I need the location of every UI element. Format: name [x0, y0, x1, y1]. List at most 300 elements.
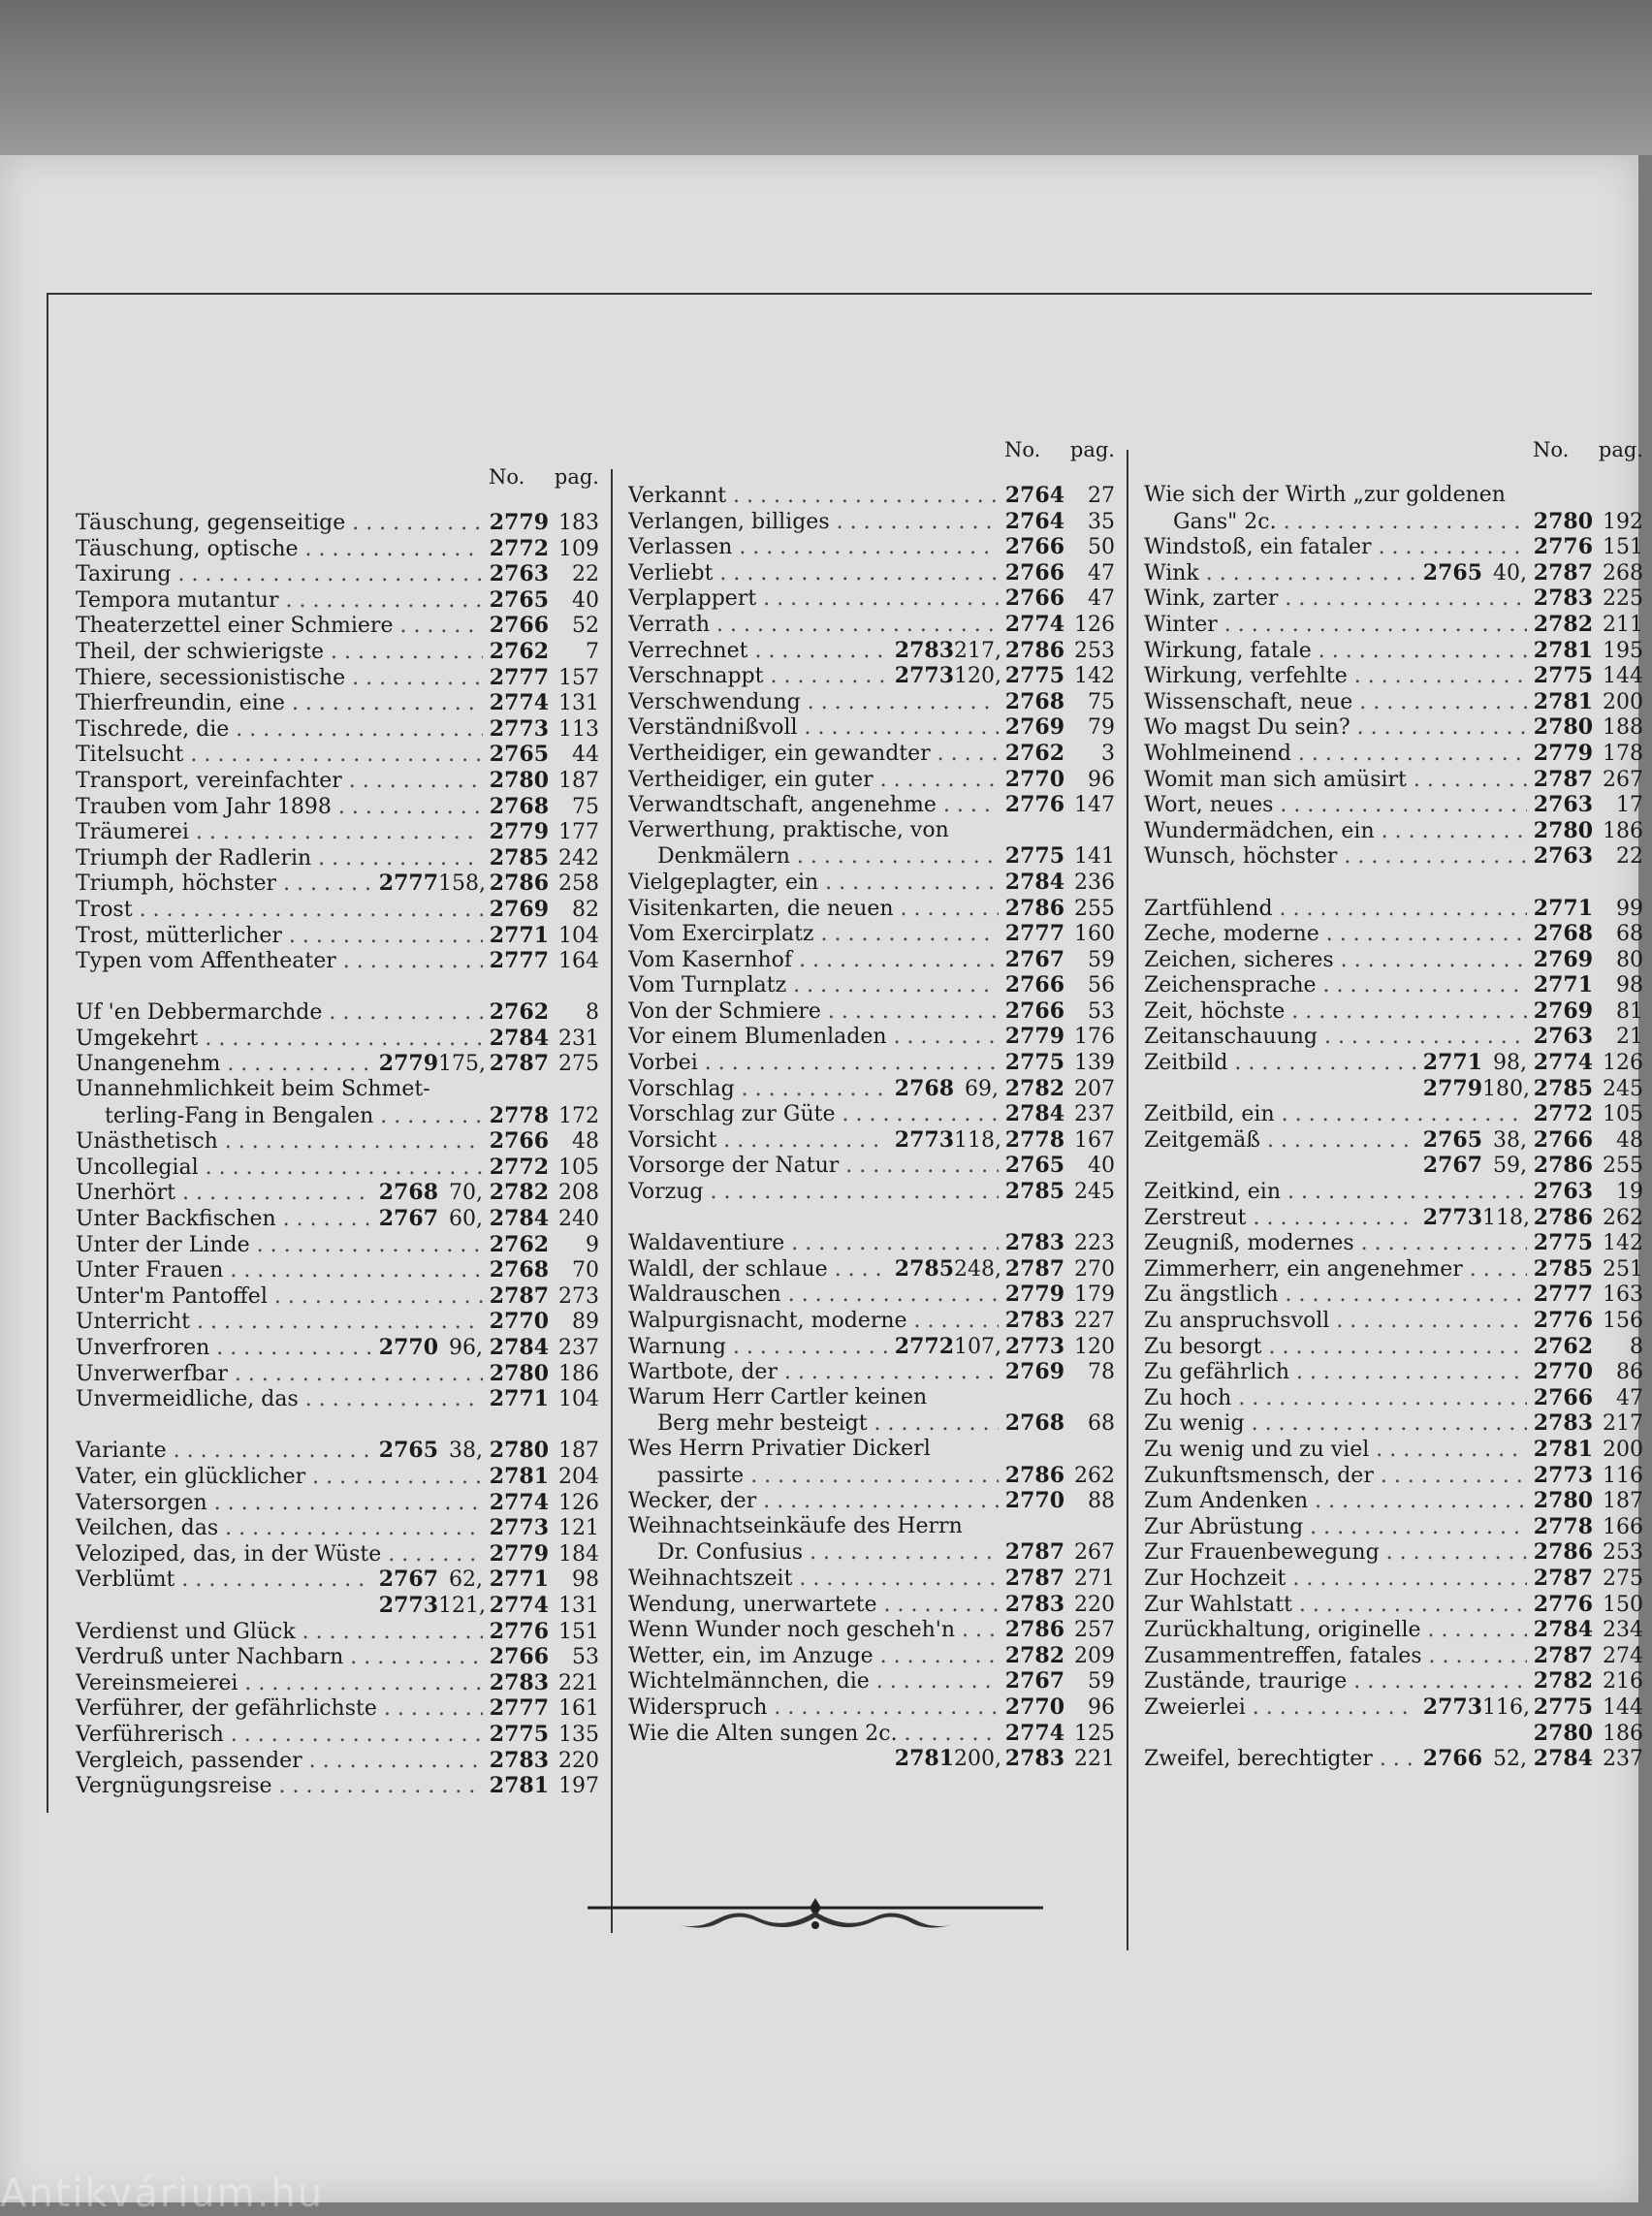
page-number: 192: [1603, 509, 1643, 534]
extra-issue-number: 2768: [894, 1075, 954, 1101]
issue-number: 2776: [1533, 1591, 1593, 1617]
index-column-2: [628, 438, 1115, 1956]
issue-number: 2766: [1004, 559, 1064, 586]
entry-title: Wissenschaft, neue . . .: [1144, 690, 1527, 716]
index-entry: [1144, 1539, 1643, 1566]
index-entry: [628, 741, 1115, 767]
entry-title: Winter . . .: [1144, 613, 1527, 639]
issue-number: 2783: [1533, 586, 1593, 612]
index-entry: [1144, 1694, 1643, 1721]
header-no: No.: [1533, 438, 1570, 461]
entry-title: Verblümt . . .: [76, 1567, 372, 1594]
page-number: 126: [1603, 1051, 1643, 1076]
index-entry: [1144, 896, 1643, 922]
page-number: 89: [572, 1310, 599, 1335]
issue-number: 2773: [1004, 1333, 1064, 1359]
issue-number: 2774: [489, 1489, 549, 1515]
issue-number: 2778: [489, 1102, 549, 1128]
issue-number: 2763: [1533, 1179, 1593, 1205]
index-entry: [628, 1179, 1115, 1205]
page-number: 126: [558, 1490, 599, 1515]
page-number: 9: [586, 1232, 599, 1257]
entry-title: Zeche, moderne . . .: [1144, 922, 1527, 948]
entry-title: Wink, zarter . . .: [1144, 586, 1527, 613]
entry-title: Vereinsmeierei . . .: [76, 1671, 483, 1697]
entry-title: Vorschlag zur Güte . . .: [628, 1102, 999, 1128]
header-pag: pag.: [1598, 438, 1643, 461]
entry-title: Walpurgisnacht, moderne . . .: [628, 1309, 999, 1335]
entry-title: Zu besorgt . . .: [1144, 1335, 1527, 1361]
extra-issue-number: 2765: [1422, 559, 1482, 586]
entry-title: Transport, vereinfachter . . .: [76, 769, 483, 795]
entry-title: terling-Fang in Bengalen . . .: [76, 1104, 483, 1130]
extra-page-number: 98,: [1493, 1051, 1527, 1076]
index-entry: [76, 845, 599, 871]
issue-number: 2769: [489, 896, 549, 922]
index-entry: [628, 1050, 1115, 1076]
entry-title: Zurückhaltung, originelle . . .: [1144, 1618, 1527, 1644]
index-entry: [76, 1748, 599, 1774]
entry-title: Unvermeidliche, das . . .: [76, 1387, 483, 1413]
entry-title: Zu wenig . . .: [1144, 1411, 1527, 1438]
issue-number: 2762: [489, 999, 549, 1026]
page-number: 255: [1074, 896, 1115, 921]
entry-title: Wecker, der . . .: [628, 1489, 999, 1515]
index-entry: [76, 923, 599, 949]
entry-title: Verplappert . . .: [628, 586, 999, 613]
issue-number: 2765: [489, 586, 549, 613]
entry-title: Vorsorge der Natur . . .: [628, 1154, 999, 1180]
issue-number: 2780: [1533, 1720, 1593, 1746]
index-column-3: [1144, 438, 1643, 1956]
issue-number: 2775: [1533, 663, 1593, 689]
index-entry: [628, 972, 1115, 998]
issue-number: 2781: [1533, 688, 1593, 714]
page-number: 220: [1074, 1592, 1115, 1617]
index-entry: [76, 690, 599, 716]
issue-number: 2779: [489, 819, 549, 845]
scan-background: [0, 0, 1652, 155]
index-entry: [76, 1670, 599, 1696]
index-entry: [76, 1386, 599, 1412]
entry-title: Unästhetisch . . .: [76, 1129, 483, 1155]
index-entry: [628, 689, 1115, 715]
page-number: 240: [558, 1207, 599, 1232]
page-number: 172: [558, 1103, 599, 1128]
entry-title: Trost, mütterlicher . . .: [76, 924, 483, 950]
issue-number: 2779: [489, 510, 549, 535]
entry-title: Zur Wahlstatt . . .: [1144, 1593, 1527, 1619]
extra-page-number: 59,: [1493, 1154, 1527, 1179]
issue-number: 2775: [489, 1721, 549, 1747]
entry-title: Unter Backfischen . . .: [76, 1207, 372, 1233]
index-entry: [76, 1077, 599, 1103]
issue-number: 2787: [1533, 559, 1593, 586]
entry-title: Zusammentreffen, fatales . . .: [1144, 1644, 1527, 1670]
page-number: 47: [1088, 560, 1115, 586]
issue-number: 2784: [1004, 869, 1064, 895]
issue-number: 2777: [1004, 921, 1064, 947]
entry-title: Vielgeplagter, ein . . .: [628, 871, 999, 897]
issue-number: 2778: [1004, 1126, 1064, 1153]
page-number: 253: [1074, 638, 1115, 663]
entry-title: Tischrede, die . . .: [76, 717, 483, 744]
index-entry: [1144, 1024, 1643, 1050]
issue-number: 2768: [1533, 921, 1593, 947]
issue-number: 2762: [1533, 1333, 1593, 1359]
entry-title: Wink . . .: [1144, 561, 1416, 587]
index-entry: [76, 1515, 599, 1541]
issue-number: 2769: [1004, 1359, 1064, 1385]
page-number: 47: [1088, 586, 1115, 612]
index-entry: [628, 1566, 1115, 1592]
issue-number: 2776: [1533, 534, 1593, 560]
index-entry: [76, 613, 599, 639]
extra-issue-number: 2765: [378, 1438, 438, 1464]
page-number: 35: [1088, 509, 1115, 534]
page-number: 135: [558, 1722, 599, 1747]
issue-number: 2766: [489, 1128, 549, 1155]
issue-number: 2783: [1533, 1410, 1593, 1437]
page-number: 3: [1101, 741, 1115, 766]
page-number: 187: [1603, 1489, 1643, 1514]
entry-title: Unverfroren . . .: [76, 1336, 372, 1362]
issue-number: 2782: [1533, 611, 1593, 637]
index-entry: [1144, 1308, 1643, 1334]
header-pag: pag.: [1069, 438, 1115, 461]
issue-number: 2787: [1533, 1642, 1593, 1668]
issue-number: 2786: [1004, 895, 1064, 921]
page-number: 144: [1603, 664, 1643, 689]
issue-number: 2766: [489, 1644, 549, 1670]
index-entry: [628, 947, 1115, 973]
page-number: 88: [1088, 1489, 1115, 1514]
entry-title: Vom Kasernhof . . .: [628, 948, 999, 974]
page-number: 271: [1074, 1566, 1115, 1591]
issue-number: 2774: [1533, 1050, 1593, 1076]
index-entry: [628, 843, 1115, 870]
entry-title: Typen vom Affentheater . . .: [76, 949, 483, 975]
index-entry: [76, 1026, 599, 1052]
entry-title: Vorzug . . .: [628, 1180, 999, 1206]
index-entry: [76, 1128, 599, 1155]
index-entry: [1144, 1256, 1643, 1282]
entry-title: Zustände, traurige . . .: [1144, 1669, 1527, 1695]
index-entry: [1144, 792, 1643, 818]
entry-title: Wie sich der Wirth „zur goldenen: [1144, 483, 1506, 507]
entry-title: Uf 'en Debbermarchde . . .: [76, 1000, 483, 1027]
issue-number: 2780: [1533, 508, 1593, 534]
header-no: No.: [489, 465, 525, 489]
issue-number: 2763: [1533, 843, 1593, 870]
entry-title: Warnung . . .: [628, 1335, 888, 1361]
issue-number: 2767: [1004, 946, 1064, 972]
page-number: 78: [1088, 1360, 1115, 1385]
issue-number: 2764: [1004, 508, 1064, 534]
page-number: 267: [1074, 1540, 1115, 1566]
page-number: 204: [558, 1464, 599, 1489]
index-entry: [1144, 1410, 1643, 1437]
index-entry: [628, 1721, 1115, 1747]
extra-issue-number: 2773: [1422, 1694, 1482, 1720]
page-number: 188: [1603, 715, 1643, 741]
entry-title: Träumerei . . .: [76, 820, 483, 846]
issue-number: 2773: [489, 1515, 549, 1541]
entry-title: Vor einem Blumenladen . . .: [628, 1025, 999, 1051]
entry-title: Gans" 2c. . . .: [1144, 510, 1527, 536]
page-number: 186: [1603, 818, 1643, 843]
page-number: 109: [558, 536, 599, 561]
header-pag: pag.: [554, 465, 599, 489]
page-number: 255: [1603, 1154, 1643, 1179]
extra-issue-number: 2767: [1422, 1153, 1482, 1179]
page-number: 274: [1603, 1643, 1643, 1668]
issue-number: 2783: [1004, 1230, 1064, 1256]
ornament-divider: [588, 1890, 1043, 1948]
entry-title: Weihnachtseinkäufe des Herrn: [628, 1513, 963, 1538]
entry-title: Verwandtschaft, angenehme . . .: [628, 793, 999, 819]
extra-issue-number: 2772: [894, 1333, 954, 1359]
issue-number: 2786: [1004, 1617, 1064, 1643]
page-number: 27: [1088, 484, 1115, 508]
entry-title: Täuschung, optische . . .: [76, 537, 483, 563]
index-entry: [1144, 1488, 1643, 1514]
entry-title: Verrechnet . . .: [628, 639, 888, 665]
index-entry: [628, 1694, 1115, 1721]
page-number: 251: [1603, 1256, 1643, 1282]
entry-title: Verschwendung . . .: [628, 690, 999, 716]
index-entry: [76, 639, 599, 665]
entry-title: Veloziped, das, in der Wüste . . .: [76, 1542, 483, 1568]
index-entry: [628, 509, 1115, 535]
index-entry: [76, 510, 599, 536]
issue-number: 2771: [489, 922, 549, 948]
page-number: 157: [558, 665, 599, 690]
page-number: 167: [1074, 1127, 1115, 1153]
page-number: 53: [1088, 998, 1115, 1024]
extra-issue-number: 2773: [894, 1126, 954, 1153]
index-entry: [1144, 714, 1643, 741]
page-number: 225: [1603, 586, 1643, 612]
entry-title: Zeichensprache . . .: [1144, 973, 1527, 999]
page-number: 176: [1074, 1025, 1115, 1050]
index-entry: [628, 1334, 1115, 1360]
entry-title: Wes Herrn Privatier Dickerl: [628, 1436, 931, 1461]
entry-title: Verlassen . . .: [628, 535, 999, 561]
entry-title: Weihnachtszeit . . .: [628, 1567, 999, 1593]
index-entry: [76, 1309, 599, 1335]
index-entry: [76, 1155, 599, 1181]
issue-number: 2762: [489, 1231, 549, 1257]
issue-number: 2774: [1004, 1720, 1064, 1746]
page-number: 104: [558, 1387, 599, 1412]
page-number: 151: [1603, 535, 1643, 560]
index-entry: [76, 1490, 599, 1516]
issue-number: 2784: [489, 1206, 549, 1232]
entry-title: Verwerthung, praktische, von: [628, 817, 949, 842]
entry-title: Vom Turnplatz . . .: [628, 973, 999, 999]
issue-number: 2785: [1533, 1255, 1593, 1282]
index-entry: [1144, 1179, 1643, 1205]
page-number: 98: [1616, 973, 1643, 998]
issue-number: 2785: [1004, 1179, 1064, 1205]
page-number: 163: [1603, 1282, 1643, 1308]
page-number: 234: [1603, 1618, 1643, 1643]
header-no: No.: [1004, 438, 1041, 461]
page-number: 19: [1616, 1180, 1643, 1205]
issue-number: 2783: [1004, 1308, 1064, 1333]
index-entry: [1144, 1205, 1643, 1231]
index-entry: [1144, 663, 1643, 689]
index-entry: [628, 612, 1115, 638]
entry-title: Zum Andenken . . .: [1144, 1489, 1527, 1515]
entry-title: Wirkung, fatale . . .: [1144, 639, 1527, 665]
page-number: 179: [1074, 1282, 1115, 1308]
entry-title: Unannehmlichkeit beim Schmet-: [76, 1077, 430, 1102]
issue-number: 2787: [489, 1282, 549, 1309]
index-entry: [628, 534, 1115, 560]
entry-title: Zur Abrüstung . . .: [1144, 1515, 1527, 1541]
page-number: 125: [1074, 1721, 1115, 1746]
entry-title: Zerstreut . . .: [1144, 1206, 1416, 1232]
entry-title: Triumph, höchster . . .: [76, 871, 372, 898]
index-entry: [76, 1232, 599, 1258]
page-number: 99: [1616, 896, 1643, 921]
issue-number: 2774: [489, 690, 549, 716]
index-entry: [1144, 1334, 1643, 1360]
column-header: [628, 438, 1115, 473]
issue-number: 2787: [1533, 1565, 1593, 1591]
extra-page-number: 38,: [1493, 1127, 1527, 1153]
page-number: 105: [558, 1155, 599, 1180]
index-entry: [76, 1438, 599, 1464]
page-number: 75: [1088, 689, 1115, 714]
page-number: 187: [558, 768, 599, 793]
issue-number: 2766: [1004, 586, 1064, 612]
entry-title: Verlangen, billiges . . .: [628, 510, 999, 536]
issue-number: 2780: [489, 767, 549, 793]
issue-number: 2766: [489, 613, 549, 639]
entry-title: Zartfühlend . . .: [1144, 897, 1527, 923]
index-entry: [628, 638, 1115, 664]
issue-number: 2762: [1004, 740, 1064, 766]
page-number: 75: [572, 794, 599, 819]
index-entry: [76, 871, 599, 897]
page-number: 216: [1603, 1669, 1643, 1694]
entry-title: Vom Exercirplatz . . .: [628, 922, 999, 948]
issue-number: 2782: [489, 1180, 549, 1206]
index-entry: [1144, 483, 1643, 509]
entry-title: Trauben vom Jahr 1898 . . .: [76, 795, 483, 821]
entry-title: Wartbote, der . . .: [628, 1360, 999, 1386]
issue-number: 2779: [1533, 740, 1593, 766]
page-number: 8: [1630, 1334, 1643, 1359]
page-number: 96: [1088, 1694, 1115, 1720]
page-number: 56: [1088, 973, 1115, 998]
extra-issue-number: 2779: [1422, 1075, 1482, 1101]
extra-page-number: 121,: [438, 1593, 486, 1618]
page-number: 160: [1074, 922, 1115, 947]
page-number: 187: [558, 1439, 599, 1464]
page-number: 209: [1074, 1643, 1115, 1668]
entry-title: Tempora mutantur . . .: [76, 588, 483, 615]
page-number: 237: [558, 1336, 599, 1360]
issue-number: 2764: [1004, 483, 1064, 508]
page-number: 217: [1603, 1411, 1643, 1437]
issue-number: 2787: [1004, 1539, 1064, 1566]
column-divider: [1127, 450, 1128, 1950]
entry-title: Verständnißvoll . . .: [628, 715, 999, 742]
index-entry: [76, 794, 599, 820]
entry-title: Wetter, ein, im Anzuge . . .: [628, 1644, 999, 1670]
issue-number: 2771: [1533, 895, 1593, 921]
issue-number: 2763: [1533, 792, 1593, 818]
page-number: 262: [1074, 1463, 1115, 1488]
column-header: [76, 465, 599, 500]
extra-issue-number: 2767: [378, 1206, 438, 1232]
page-number: 275: [558, 1052, 599, 1077]
index-entry: [1144, 972, 1643, 998]
page-number: 161: [558, 1696, 599, 1722]
page-number: 253: [1603, 1540, 1643, 1566]
index-entry: [1144, 1566, 1643, 1592]
page-number: 50: [1088, 535, 1115, 560]
issue-number: 2785: [489, 844, 549, 871]
index-entry: [76, 819, 599, 845]
entry-title: Taxirung . . .: [76, 562, 483, 588]
index-entry: [628, 1101, 1115, 1127]
entry-title: Vergleich, passender . . .: [76, 1749, 483, 1775]
index-entry: [76, 1695, 599, 1722]
page-number: 150: [1603, 1592, 1643, 1617]
issue-number: 2772: [1533, 1101, 1593, 1127]
issue-number: 2771: [489, 1386, 549, 1412]
page-number: 48: [1616, 1127, 1643, 1153]
page-number: 262: [1603, 1205, 1643, 1230]
page-number: 220: [558, 1748, 599, 1773]
entry-title: Zu ängstlich . . .: [1144, 1282, 1527, 1309]
entry-title: Wunsch, höchster . . .: [1144, 844, 1527, 871]
index-entry: [1144, 1385, 1643, 1411]
issue-number: 2786: [1004, 1462, 1064, 1488]
issue-number: 2786: [489, 871, 549, 897]
entry-title: Verrath . . .: [628, 613, 999, 639]
issue-number: 2786: [1004, 637, 1064, 663]
entry-title: Wendung, unerwartete . . .: [628, 1593, 999, 1619]
index-entry: [628, 663, 1115, 689]
page-number: 200: [1603, 1437, 1643, 1462]
extra-page-number: 40,: [1493, 560, 1527, 586]
page-number: 186: [1603, 1721, 1643, 1746]
extra-issue-number: 2783: [894, 637, 954, 663]
page-number: 223: [1074, 1231, 1115, 1256]
page-number: 17: [1616, 793, 1643, 818]
page-number: 53: [572, 1645, 599, 1670]
issue-number: 2782: [1004, 1075, 1064, 1101]
extra-page-number: 52,: [1493, 1747, 1527, 1772]
issue-number: 2779: [1004, 1024, 1064, 1050]
page-number: 68: [1616, 922, 1643, 947]
index-entry: [1144, 1463, 1643, 1489]
entry-title: Unter'm Pantoffel . . .: [76, 1284, 483, 1311]
index-entry: [1144, 1437, 1643, 1463]
page-number: 47: [1616, 1385, 1643, 1410]
issue-number: 2768: [489, 793, 549, 819]
index-entry: [628, 1282, 1115, 1308]
index-entry: [1144, 767, 1643, 793]
entry-title: Thiere, secessionistische . . .: [76, 666, 483, 692]
issue-number: 2766: [1004, 997, 1064, 1024]
